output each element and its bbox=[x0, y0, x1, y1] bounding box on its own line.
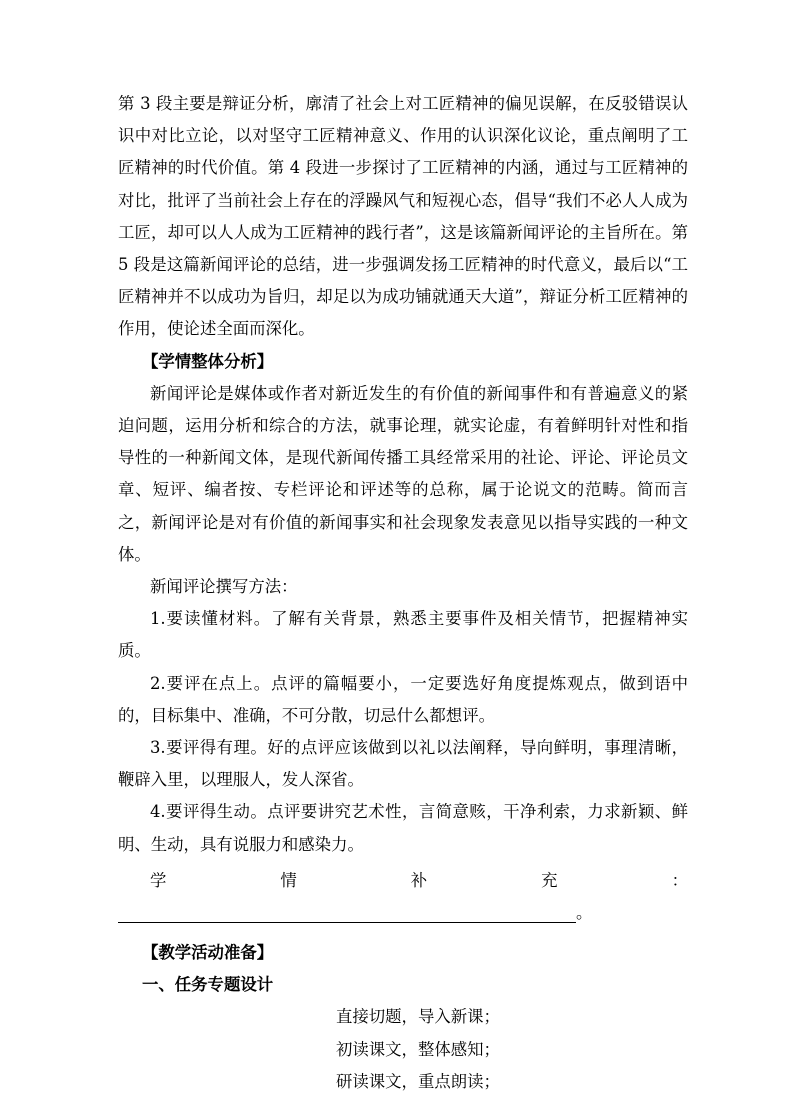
method-item: 2.要评在点上。点评的篇幅要小，一定要选好角度提炼观点，做到语中的，目标集中、准确，不可分散，切忌什么都想评。 bbox=[118, 673, 688, 725]
fill-in-underline[interactable] bbox=[118, 902, 576, 923]
student-supplement-label bbox=[118, 865, 688, 897]
method-item: 1.要读懂材料。了解有关背景，熟悉主要事件及相关情节，把握精神实质。 bbox=[118, 609, 688, 661]
method-item: 3.要评得有理。好的点评应该做到以礼以法阐释，导向鲜明，事理清晰，鞭辟入里，以理服人，发人深省。 bbox=[118, 738, 688, 790]
method-item: 4.要评得生动。点评要讲究艺术性，言简意赅，干净利索，力求新颖、鲜明、生动，具有说服力和感染力。 bbox=[118, 802, 688, 854]
supplement-char: 学 bbox=[150, 870, 167, 890]
heading-teaching-activity: 【教学活动准备】 bbox=[142, 943, 274, 963]
paragraph-analysis: 第 3 段主要是辩证分析，廓清了社会上对工匠精神的偏见误解，在反驳错误认识中对比立论，以对坚守工匠精神意义、作用的认识深化议论，重点阐明了工匠精神的时代价值。第 4 段进一步探讨了工匠精神的内涵，通过与工匠精神的对比，批评了当前社会上存在的浮躁风气和短视心态，倡导“我们不必人人成为工匠，却可以人人成为工匠精神的践行者”，这是该篇新闻评论的主旨所在。第 5 段是这篇新闻评论的总结，进一步强调发扬工匠精神的时代意义，最后以“工匠精神并不以成功为旨归，却足以为成功铺就通天大道”，辩证分析工匠精神的作用，使论述全面而深化。 bbox=[118, 94, 688, 339]
supplement-period: 。 bbox=[576, 903, 593, 923]
methods-title: 新闻评论撰写方法： bbox=[150, 577, 298, 597]
subheading-task-design: 一、任务专题设计 bbox=[142, 975, 274, 995]
supplement-char: 补 bbox=[410, 870, 428, 890]
task-item: 初读课文，整体感知； bbox=[336, 1039, 500, 1059]
supplement-fill-blank bbox=[118, 897, 688, 923]
supplement-char: 充 bbox=[541, 870, 558, 890]
document-page bbox=[118, 88, 688, 1098]
paragraph-news-commentary-intro: 新闻评论是媒体或作者对新近发生的有价值的新闻事件和有普遍意义的紧迫问题，运用分析和综合的方法，就事论理，就实论虚，有着鲜明针对性和指导性的一种新闻文体，是现代新闻传播工具经常采用的社论、评论、评论员文章、短评、编者按、专栏评论和评述等的总称，属于论说文的范畴。简而言之，新闻评论是对有价值的新闻事实和社会现象发表意见以指导实践的一种文体。 bbox=[118, 383, 688, 564]
heading-student-analysis: 【学情整体分析】 bbox=[142, 351, 274, 371]
task-item: 直接切题，导入新课； bbox=[336, 1007, 500, 1027]
supplement-char: 情 bbox=[280, 870, 297, 890]
task-list bbox=[118, 1001, 688, 1098]
methods-list bbox=[118, 603, 688, 861]
supplement-char: ： bbox=[671, 870, 688, 890]
task-item: 研读课文，重点朗读； bbox=[336, 1071, 500, 1091]
